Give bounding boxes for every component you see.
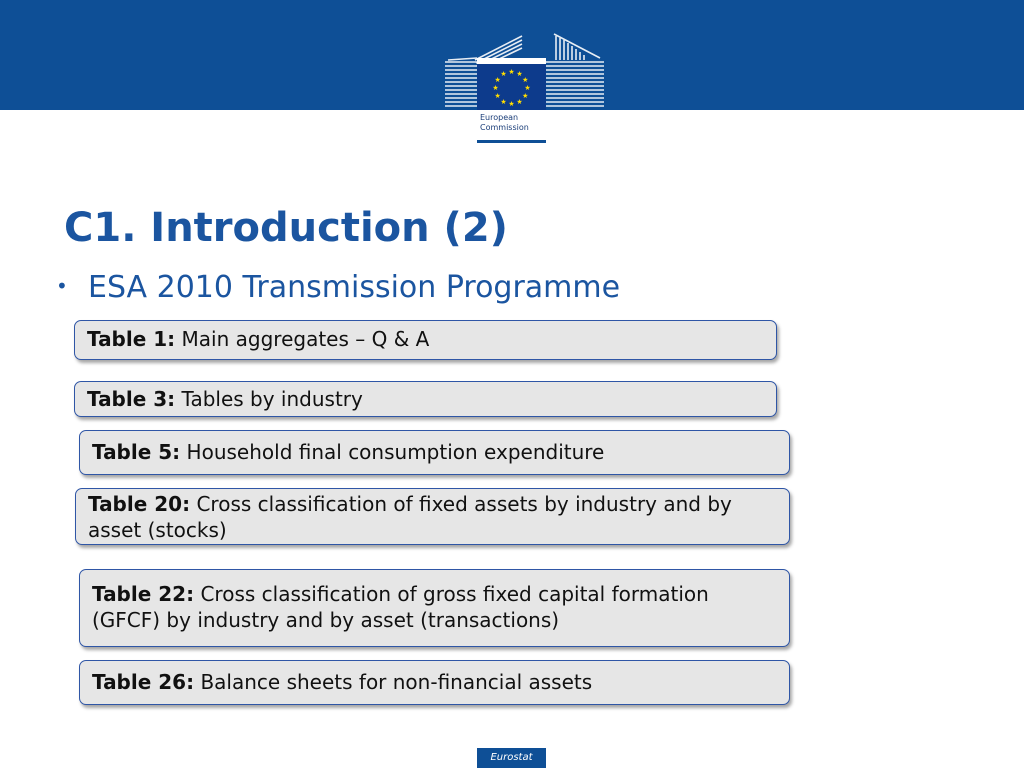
table-desc: Main aggregates – Q & A (181, 327, 430, 351)
table-box-22 (79, 569, 790, 647)
logo-line-1: European (480, 113, 519, 122)
table-desc: Cross classification of gross fixed capital formation (GFCF) by industry and by asset (transactions) (92, 582, 709, 632)
page-title: C1. Introduction (2) (64, 205, 508, 251)
table-desc: Household final consumption expenditure (186, 440, 605, 464)
table-box-5 (79, 430, 790, 475)
svg-text:★: ★ (500, 97, 507, 106)
table-name: Table 1: (87, 327, 176, 351)
table-name: Table 3: (87, 387, 176, 411)
bullet-dot: • (56, 273, 68, 298)
footer-eurostat-label: Eurostat (477, 748, 546, 768)
table-name: Table 5: (92, 440, 181, 464)
svg-text:★: ★ (524, 84, 531, 92)
table-box-26 (79, 660, 790, 705)
svg-text:★: ★ (492, 84, 499, 92)
svg-text:★: ★ (516, 70, 523, 79)
logo-text (480, 113, 529, 133)
table-name: Table 20: (88, 492, 191, 516)
logo-underline (477, 140, 546, 143)
table-desc: Cross classification of fixed assets by industry and by asset (stocks) (88, 492, 732, 542)
table-box-3 (74, 381, 777, 417)
svg-text:★: ★ (494, 76, 501, 84)
svg-text:★: ★ (522, 92, 529, 100)
table-box-20 (75, 488, 790, 545)
table-box-1 (74, 320, 777, 360)
table-name: Table 26: (92, 670, 195, 694)
svg-text:★: ★ (508, 100, 515, 108)
svg-text:★: ★ (494, 92, 501, 100)
logo-line-2: Commission (480, 123, 529, 132)
svg-text:★: ★ (522, 76, 529, 84)
table-desc: Tables by industry (181, 387, 363, 411)
svg-text:★: ★ (500, 70, 507, 79)
table-name: Table 22: (92, 582, 195, 606)
bullet-item (56, 270, 620, 305)
european-commission-logo-icon (477, 58, 546, 144)
svg-text:★: ★ (516, 97, 523, 106)
eu-flag-icon (477, 64, 546, 110)
bullet-text: ESA 2010 Transmission Programme (88, 270, 621, 305)
table-desc: Balance sheets for non-financial assets (200, 670, 593, 694)
svg-text:★: ★ (508, 68, 515, 76)
